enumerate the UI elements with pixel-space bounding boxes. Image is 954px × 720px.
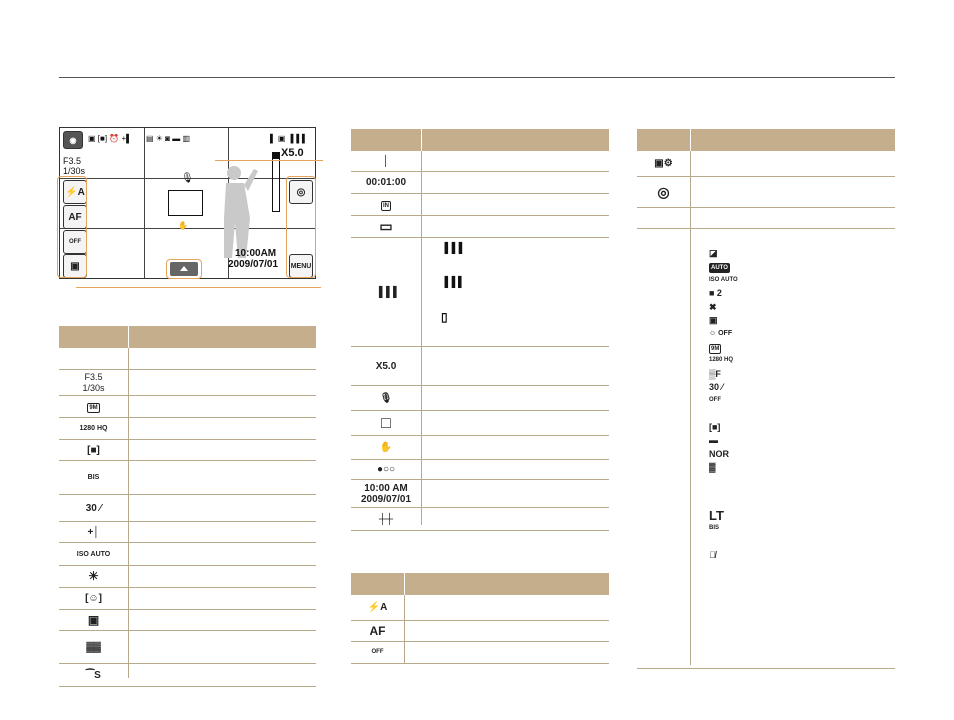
table-row: ▐▐▐ ▐▐▐ ▐▐ ▌ ▯ (351, 238, 609, 347)
icon-list: ◪ AUTO ISO AUTO ■ 2 ✖ ▣ ☺ OFF 9M 1280 HQ ▒F 30 ⁄ OFF [■] ▬ NOR ▓ LT BIS 🎙̸ (709, 248, 738, 561)
date-value: 2009/07/01 (228, 259, 279, 270)
table-row: X5.0 (351, 347, 609, 386)
highlight-right (286, 176, 316, 278)
table-row: ☀ (59, 566, 316, 588)
table-row: 30 ⁄ (59, 495, 316, 522)
table-row: 1280 HQ (59, 418, 316, 440)
table-row: ISO AUTO (59, 543, 316, 566)
table-row: 10:00 AM 2009/07/01 (351, 480, 609, 508)
camera-mode-icon: ◉ (63, 131, 83, 149)
table-row: +│ (59, 522, 316, 543)
shake-icon: ✋ (178, 221, 188, 230)
table-row: ◎ (637, 177, 895, 208)
camera-screen-diagram (59, 127, 316, 279)
table-row: ▣⚙ (637, 151, 895, 177)
zoom-value: X5.0 (281, 147, 304, 159)
table-row: IN (351, 194, 609, 216)
exposure-value: F3.5 (63, 156, 82, 166)
table-row: ✋ (351, 436, 609, 460)
table-row: ●○○ (351, 460, 609, 480)
table-row (637, 208, 895, 229)
shutter-value: 1/30s (63, 166, 86, 176)
table-row: □ (351, 411, 609, 436)
mic-icon: 🎙 (181, 173, 194, 184)
table-row: ⚡A (351, 595, 609, 621)
table-row: [■] (59, 440, 316, 461)
focus-frame (168, 190, 203, 216)
left-table (59, 326, 316, 687)
table-header (59, 326, 316, 348)
highlight-tab (166, 259, 202, 279)
ois-button[interactable]: ▣ (63, 254, 87, 278)
top-rule (59, 77, 895, 78)
time-value: 10:00AM (235, 248, 277, 259)
table-row: 🎙 (351, 386, 609, 411)
table-row: ▣ (59, 610, 316, 631)
af-button[interactable]: AF (63, 205, 87, 229)
shake-button[interactable]: ◎ (289, 180, 313, 204)
table-row (59, 348, 316, 370)
table-row: ▭ (351, 216, 609, 238)
top-status-icons-2: ▤ ☀ ◙ ▬ ▥ (146, 134, 191, 143)
callout-line (76, 287, 321, 288)
top-status-icons: ▣ [■] ⏰ +▌ (88, 134, 132, 143)
menu-button[interactable]: MENU (289, 254, 313, 278)
table-row (637, 229, 895, 669)
table-row: [☺] (59, 588, 316, 610)
table-header (351, 129, 609, 151)
timer-button[interactable]: OFF (63, 230, 87, 254)
highlight-left (57, 176, 87, 278)
table-row: F3.5 1/30s (59, 370, 316, 396)
table-row: BIS (59, 461, 316, 495)
zoom-bar (272, 152, 280, 212)
grid-line (144, 128, 145, 278)
bottom-table (351, 573, 609, 664)
battery-status: ▌ ▣ ▐▐▐ (270, 134, 305, 143)
middle-table (351, 129, 609, 531)
table-row: ▓▓ (59, 631, 316, 664)
table-row: ⁀S (59, 664, 316, 687)
flash-button[interactable]: ⚡A (63, 180, 87, 204)
table-row: 00:01:00 (351, 172, 609, 194)
table-header (637, 129, 895, 151)
callout-line (215, 160, 323, 161)
table-header (351, 573, 609, 595)
table-row: 9M (59, 396, 316, 418)
table-row: ┼┼ (351, 508, 609, 531)
table-row: OFF (351, 642, 609, 664)
table-row: │ (351, 151, 609, 172)
table-row: AF (351, 621, 609, 642)
right-table (637, 129, 895, 669)
